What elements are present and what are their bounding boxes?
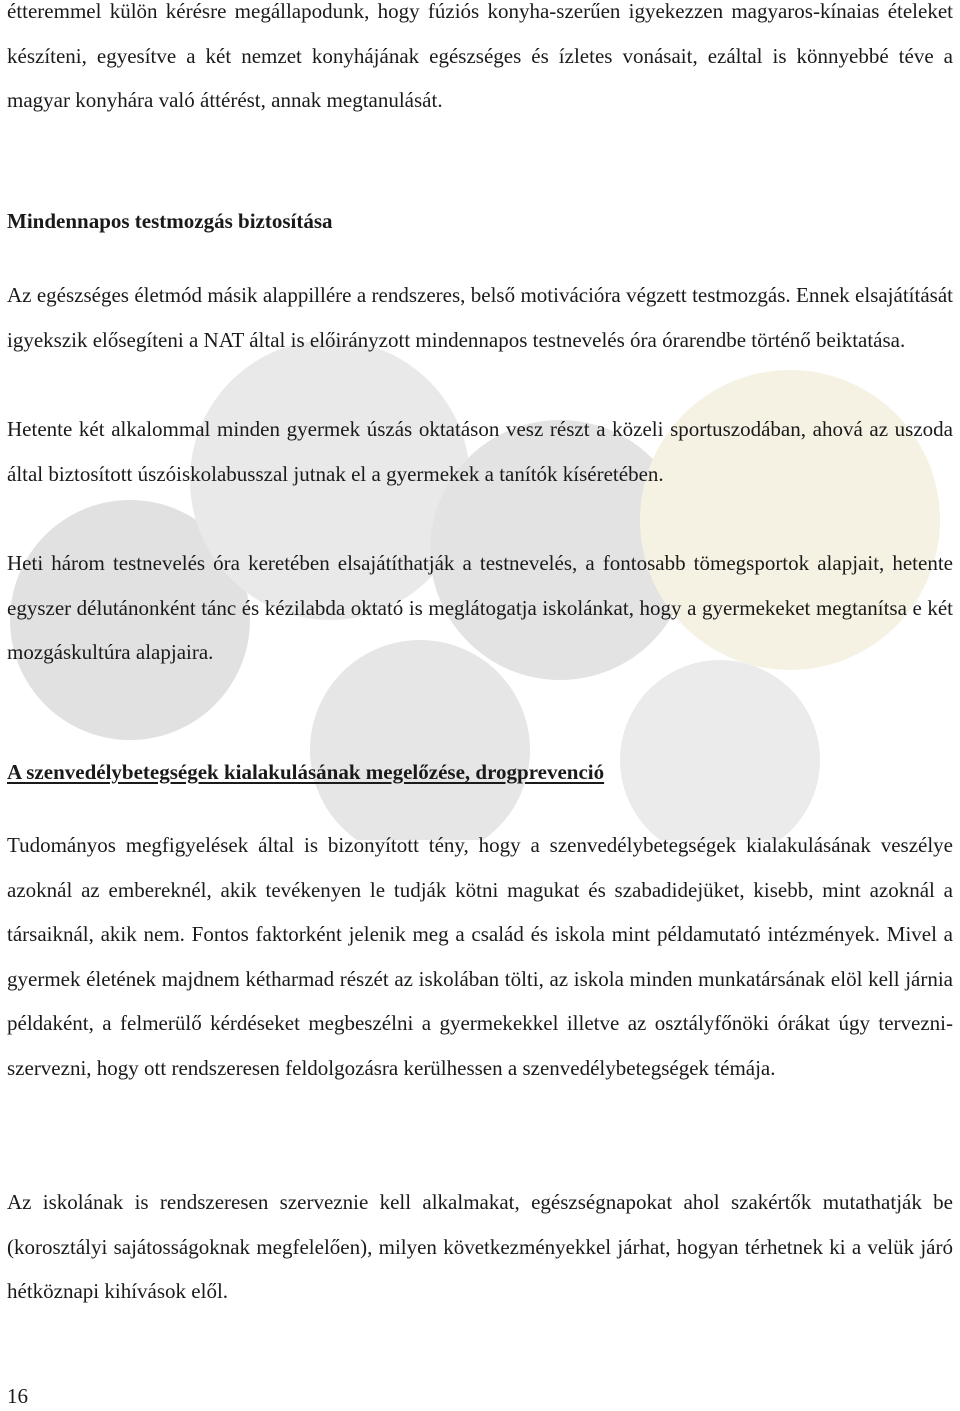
addiction-paragraph-1: Tudományos megfigyelések által is bizonyított tény, hogy a szenvedélybetegségek kialakulásának veszélye azoknál az embereknél, akik tevékenyen le tudják kötni magukat és szabadidejüket, kisebb, mint azoknál a társaiknál, akik nem. Fontos faktorként jelenik meg a család és iskola mint példamutató intézmények. Mivel a gyermek életének majdnem kétharmad részét az iskolában tölti, az iskola minden munkatársának elöl kell járnia példaként, a felmerülő kérdéseket megbeszélni a gyermekekkel illetve az osztályfőnöki órákat úgy tervezni-szervezni, hogy ott rendszeresen feldolgozásra kerülhessen a szenvedélybetegségek témája. xyxy=(7,833,953,1080)
intro-paragraph: étteremmel külön kérésre megállapodunk, hogy fúziós konyha-szerűen igyekezzen magyaros-kínaias ételeket készíteni, egyesítve a két nemzet konyhájának egészséges és ízletes vonásait, ezáltal is könnyebbé téve a magyar konyhára való áttérést, annak megtanulását. xyxy=(7,0,953,112)
section-heading-addiction: A szenvedélybetegségek kialakulásának megelőzése, drogprevenció xyxy=(7,760,605,784)
exercise-paragraph-2: Hetente két alkalommal minden gyermek úszás oktatáson vesz részt a közeli sportuszodában, ahová az uszoda által biztosított úszóiskolabusszal jutnak el a gyermekek a tanítók kíséretében. xyxy=(7,417,953,486)
exercise-paragraph-3: Heti három testnevelés óra keretében elsajátíthatják a testnevelés, a fontosabb tömegsportok alapjait, hetente egyszer délutánonként tánc és kézilabda oktató is meglátogatja iskolánkat, hogy a gyermekeket megtanítsa e két mozgáskultúra alapjaira. xyxy=(7,551,953,664)
exercise-paragraph-1: Az egészséges életmód másik alappillére a rendszeres, belső motivációra végzett testmozgás. Ennek elsajátítását igyekszik elősegíteni a NAT által is előirányzott mindennapos testnevelés óra órarendbe történő beiktatása. xyxy=(7,283,953,352)
page-number: 16 xyxy=(7,1384,28,1408)
section-heading-exercise: Mindennapos testmozgás biztosítása xyxy=(7,209,333,233)
addiction-paragraph-2: Az iskolának is rendszeresen szerveznie kell alkalmakat, egészségnapokat ahol szakértők mutathatják be (korosztályi sajátosságoknak megfelelően), milyen következményekkel járhat, hogyan térhetnek ki a velük járó hétköznapi kihívások elől. xyxy=(7,1190,953,1303)
watermark-face-6 xyxy=(620,660,820,840)
